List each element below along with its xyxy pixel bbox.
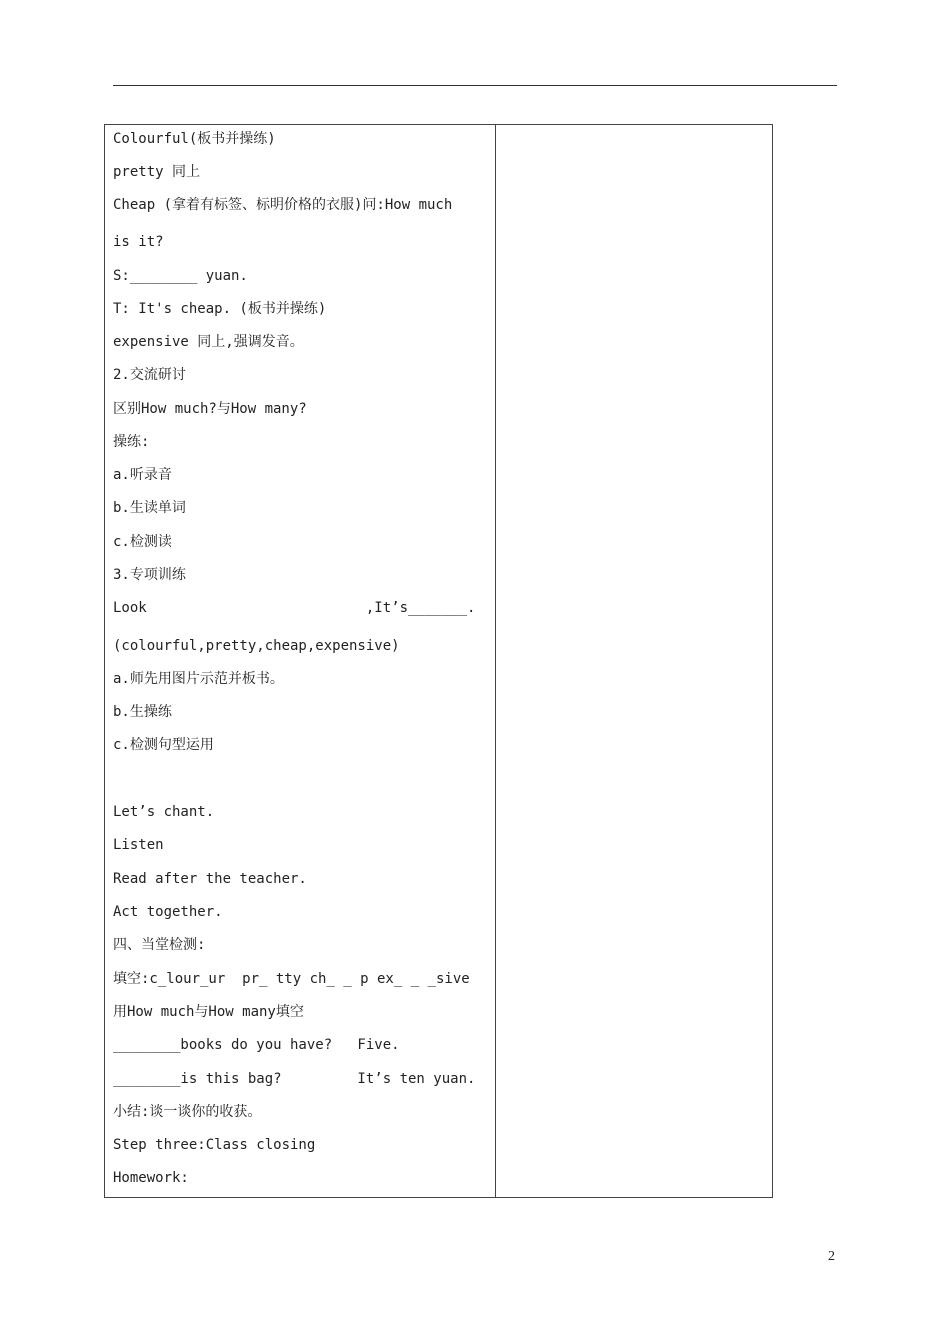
header-rule bbox=[113, 85, 837, 86]
lesson-line: Listen bbox=[113, 837, 164, 853]
lesson-line: c.检测句型运用 bbox=[113, 737, 214, 753]
lesson-line: Step three:Class closing bbox=[113, 1137, 316, 1153]
lesson-line: expensive 同上,强调发音。 bbox=[113, 334, 304, 350]
lesson-steps-cell bbox=[113, 125, 491, 1197]
lesson-line: 3.专项训练 bbox=[113, 567, 186, 583]
lesson-line: Look ,It’s_______. bbox=[113, 600, 476, 616]
lesson-line: (colourful,pretty,cheap,expensive) bbox=[113, 638, 400, 654]
lesson-line: 区别How much?与How many? bbox=[113, 401, 307, 417]
lesson-line: a.听录音 bbox=[113, 467, 172, 483]
lesson-line: pretty 同上 bbox=[113, 164, 201, 180]
lesson-line: Read after the teacher. bbox=[113, 871, 307, 887]
column-divider bbox=[495, 125, 496, 1197]
lesson-line: b.生读单词 bbox=[113, 500, 186, 516]
lesson-line: 四、当堂检测: bbox=[113, 937, 206, 953]
lesson-line: Act together. bbox=[113, 904, 223, 920]
lesson-line: Cheap (拿着有标签、标明价格的衣服)问:How much bbox=[113, 197, 453, 213]
lesson-line: 用How much与How many填空 bbox=[113, 1004, 304, 1020]
lesson-line: c.检测读 bbox=[113, 534, 172, 550]
lesson-line: 填空:c_lour_ur pr_ tty ch_ _ p ex_ _ _sive bbox=[113, 971, 470, 987]
lesson-line: 小结:谈一谈你的收获。 bbox=[113, 1104, 262, 1120]
lesson-line: Colourful(板书并操练) bbox=[113, 131, 276, 147]
lesson-line: is it? bbox=[113, 234, 164, 250]
lesson-table bbox=[104, 124, 773, 1198]
lesson-line: Homework: bbox=[113, 1170, 189, 1186]
lesson-line: Let’s chant. bbox=[113, 804, 215, 820]
lesson-line: 操练: bbox=[113, 434, 150, 450]
lesson-line: a.师先用图片示范并板书。 bbox=[113, 671, 284, 687]
lesson-line: 2.交流研讨 bbox=[113, 367, 186, 383]
lesson-line: S:________ yuan. bbox=[113, 268, 248, 284]
lesson-line: ________books do you have? Five. bbox=[113, 1037, 400, 1053]
page-number: 2 bbox=[828, 1249, 835, 1264]
lesson-line: ________is this bag? It’s ten yuan. bbox=[113, 1071, 476, 1087]
lesson-line: b.生操练 bbox=[113, 704, 172, 720]
lesson-line: T: It's cheap. (板书并操练) bbox=[113, 301, 327, 317]
